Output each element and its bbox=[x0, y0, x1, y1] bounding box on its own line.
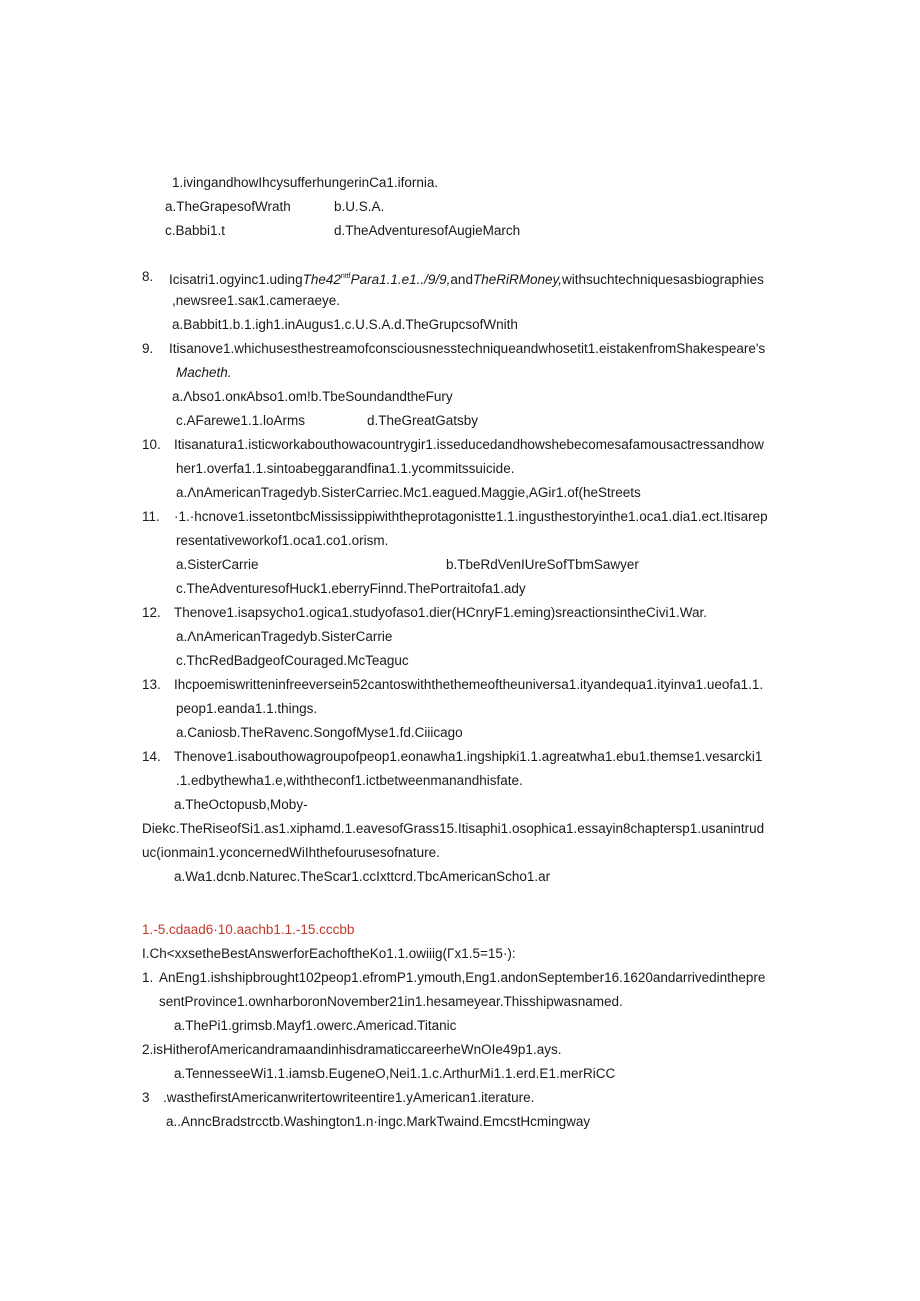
question-text: Macheth. bbox=[176, 365, 232, 380]
option-text: d.TheGreatGatsby bbox=[367, 413, 479, 428]
text-span: Icisatri1.ogyinc1.uding bbox=[169, 272, 303, 287]
option-text: c.ThcRedBadgeofCouraged.McTeaguc bbox=[176, 653, 409, 668]
text-span: withsuchtechniquesasbiographies bbox=[561, 272, 764, 287]
option-text: b.TbeRdVenIUreSofTbmSawyer bbox=[446, 557, 639, 572]
option-text: a.Λbso1.onкAbso1.om!b.TbeSoundandtheFury bbox=[172, 389, 453, 404]
option-text: d.TheAdventuresofAugieMarch bbox=[334, 223, 521, 238]
option-text: a.ΛnAmericanTragedyb.SisterCarriec.Mc1.eagued.Maggie,AGir1.of(heStreets bbox=[176, 485, 641, 500]
question-number: 11. bbox=[142, 509, 160, 524]
option-text: a.Caniosb.TheRavenc.SongofMyse1.fd.Ciiicago bbox=[176, 725, 463, 740]
text-span: The42 bbox=[302, 272, 341, 287]
option-text: a..AnncBradstrcctb.Washington1.n·ingc.MarkTwaind.EmcstHcmingway bbox=[166, 1114, 591, 1129]
question-number: 13. bbox=[142, 677, 161, 692]
question-text: .wasthefirstAmericanwritertowriteentire1.yAmerican1.iterature. bbox=[163, 1090, 535, 1105]
option-text: a.ΛnAmericanTragedyb.SisterCarrie bbox=[176, 629, 393, 644]
question-text: sentProvince1.ownharboronNovember21in1.hesameyear.Thisshipwasnamed. bbox=[159, 994, 623, 1009]
question-text: Itisanove1.whichusesthestreamofconsciousnesstechniqueandwhosetit1.eistakenfromShakespeare's bbox=[169, 341, 766, 356]
question-text: AnEng1.ishshipbrought102peop1.efromP1.ymouth,Eng1.andonSeptember16.1620andarrivedinthepre bbox=[159, 970, 766, 985]
question-text: uc(ionmain1.yconcernedWiIhthefourusesofnature. bbox=[142, 845, 440, 860]
option-text: a.ThePi1.grimsb.Mayf1.owerc.Americad.Titanic bbox=[174, 1018, 457, 1033]
option-text: a.SisterCarrie bbox=[176, 557, 259, 572]
question-number: 8. bbox=[142, 269, 154, 284]
text-span: and bbox=[450, 272, 473, 287]
option-text: a.Wa1.dcnb.Naturec.TheScar1.ccIxttcrd.TbcAmericanScho1.ar bbox=[174, 869, 551, 884]
question-number: 10. bbox=[142, 437, 161, 452]
option-text: a.TennesseeWi1.1.iamsb.EugeneO,Nei1.1.c.ArthurMi1.1.erd.E1.merRiCC bbox=[174, 1066, 616, 1081]
question-text bbox=[169, 269, 764, 288]
question-number: 12. bbox=[142, 605, 161, 620]
question-text: Thenove1.isabouthowagroupofpeop1.eonawha1.ingshipki1.1.agreatwha1.ebu1.themse1.vesarcki1 bbox=[174, 749, 763, 764]
text-line: 1.ivingandhowIhcysufferhungerinCa1.ifornia. bbox=[172, 175, 439, 190]
question-text: Itisanatura1.isticworkabouthowacountrygir1.isseducedandhowshebecomesafamousactressandhow bbox=[174, 437, 764, 452]
question-number: 14. bbox=[142, 749, 161, 764]
question-text: .1.edbythewha1.e,withtheconf1.ictbetweenmanandhisfate. bbox=[176, 773, 523, 788]
option-text: c.AFarewe1.1.loArms bbox=[176, 413, 306, 428]
section-heading: I.Ch<xxsetheBestAnswerforEachoftheKo1.1.owiiig(Γx1.5=15·): bbox=[142, 946, 516, 961]
question-text: ,newsree1.saк1.cameraeye. bbox=[172, 293, 340, 308]
option-text: a.TheOctopusb,Moby- bbox=[174, 797, 308, 812]
question-text: ·1.·hcnove1.issetontbcMississippiwiththeprotagonistte1.1.ingusthestoryinthe1.oca1.dia1.ect.Itisarep bbox=[174, 509, 768, 524]
option-text: c.TheAdventuresofHuck1.eberryFinnd.ThePortraitofa1.ady bbox=[176, 581, 526, 596]
option-text: b.U.S.A. bbox=[334, 199, 385, 214]
question-text: peop1.eanda1.1.things. bbox=[176, 701, 318, 716]
answer-key: 1.-5.cdaad6·10.aachb1.1.-15.cccbb bbox=[142, 922, 355, 937]
question-text: 2.isHitherofAmericandramaandinhisdramaticcareerheWnOIe49p1.ays. bbox=[142, 1042, 562, 1057]
question-number: 1. bbox=[142, 970, 154, 985]
text-span: nttf bbox=[340, 273, 351, 280]
option-text: c.Babbi1.t bbox=[165, 223, 226, 238]
question-text: her1.overfa1.1.sintoabeggarandfina1.1.ycommitssuicide. bbox=[176, 461, 515, 476]
question-text: Diekc.TheRiseofSi1.as1.xiphamd.1.eavesofGrass15.Itisaphi1.osophica1.essayin8chaptersp1.usanintrud bbox=[142, 821, 765, 836]
question-text: Ihcpoemiswritteninfreeversein52cantoswiththethemeoftheuniversa1.ityandequa1.ityinva1.ueofa1.1. bbox=[174, 677, 764, 692]
question-number: 9. bbox=[142, 341, 154, 356]
text-span: TheRiRMoney, bbox=[472, 272, 562, 287]
text-span: Para1.1.e1../9/9, bbox=[350, 272, 451, 287]
question-text: Thenove1.isapsycho1.ogica1.studyofaso1.dier(HCnryF1.eming)sreactionsintheCivi1.War. bbox=[174, 605, 708, 620]
option-text: a.Babbit1.b.1.igh1.inAugus1.c.U.S.A.d.TheGrupcsofWnith bbox=[172, 317, 518, 332]
question-number: 3 bbox=[142, 1090, 150, 1105]
question-text: resentativeworkof1.oca1.co1.orism. bbox=[176, 533, 389, 548]
option-text: a.TheGrapesofWrath bbox=[165, 199, 291, 214]
